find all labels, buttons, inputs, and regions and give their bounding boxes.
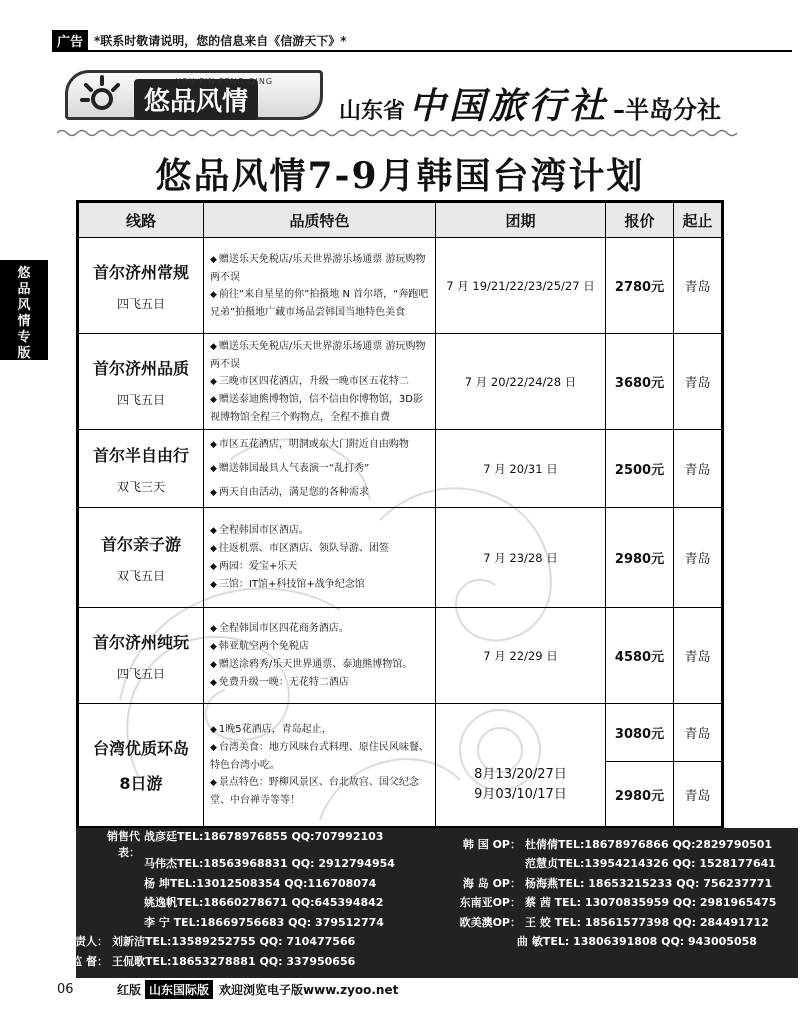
section-tab-char: 悠 xyxy=(17,266,31,281)
features-cell xyxy=(204,508,436,608)
feature-item: ◆ 两天自由活动，满足您的各种需求 xyxy=(210,484,431,502)
contact-row xyxy=(86,829,788,859)
route-cell xyxy=(78,508,204,608)
contact-info: 刘新洁TEL:13589252755 QQ: 710477566 xyxy=(112,935,356,949)
contact-row xyxy=(20,951,788,971)
edition-url: 欢迎浏览电子版www.zyoo.net xyxy=(219,982,399,997)
contacts-panel xyxy=(31,828,798,978)
departure-city: 青岛 xyxy=(674,238,723,334)
ad-note: *联系时敬请说明，您的信息来自《信游天下》* xyxy=(94,33,347,48)
features-cell xyxy=(204,608,436,704)
table-header-row xyxy=(78,202,723,238)
tour-dates: 7 月 19/21/22/23/25/27 日 xyxy=(436,238,606,334)
itinerary-table xyxy=(76,200,724,829)
page-number: 06 xyxy=(57,981,74,997)
agency-brand: 中国旅行社 xyxy=(409,85,610,127)
section-tab-char: 情 xyxy=(17,314,31,329)
contact-info: 杨海燕TEL: 18653215233 QQ: 756237771 xyxy=(525,876,773,890)
contact-info: 蔡 茜 TEL: 13070835959 QQ: 2981965475 xyxy=(525,896,777,910)
tour-dates xyxy=(436,704,606,828)
contact-role: 韩 国 OP： xyxy=(462,837,521,851)
feature-item: ◆ 两园：爱宝+乐天 xyxy=(210,558,431,576)
feature-item: ◆ 1晚5花酒店，青岛起止， xyxy=(210,721,431,739)
page-footer xyxy=(57,978,797,1000)
features-cell xyxy=(204,334,436,430)
ad-tag: 广告 xyxy=(52,30,88,51)
contact-info: 王 姣 TEL: 18561577398 QQ: 284491712 xyxy=(525,915,769,929)
contact-row xyxy=(86,912,788,932)
contact-row xyxy=(86,873,788,893)
price: 2780元 xyxy=(606,238,674,334)
route-cell xyxy=(78,704,204,828)
contact-info: 敏TEL: 13806391808 QQ: 943005058 xyxy=(531,935,757,949)
contact-role: 销售代表： xyxy=(107,829,140,859)
feature-item: ◆ 三馆：IT馆+科技馆+战争纪念馆 xyxy=(210,576,431,594)
tour-dates: 7 月 20/22/24/28 日 xyxy=(436,334,606,430)
contact-info: 范慧贞TEL:13954214326 QQ: 1528177641 xyxy=(525,857,776,871)
route-duration: 8日游 xyxy=(119,774,163,793)
tour-dates: 7 月 20/31 日 xyxy=(436,430,606,508)
contact-role xyxy=(86,875,144,891)
feature-item: ◆ 台湾美食：地方风味台式料理、原住民风味餐、特色台湾小吃。 xyxy=(210,739,431,774)
departure-city: 青岛 xyxy=(674,608,723,704)
route-duration: 四飞五日 xyxy=(116,392,165,407)
tour-dates: 7 月 22/29 日 xyxy=(436,608,606,704)
tour-dates-line: 8月13/20/27日 xyxy=(474,767,567,782)
contact-info: 杜倩倩TEL:18678976866 QQ:2829790501 xyxy=(525,837,773,851)
brand-header xyxy=(57,60,737,128)
table-row xyxy=(78,430,723,508)
departure-city: 青岛 xyxy=(674,762,723,828)
logo-pinyin: YOU PIN FENG QING xyxy=(176,77,274,86)
contact-info: 姚逸帆TEL:18660278671 QQ:645394842 xyxy=(144,896,384,910)
section-tab-char: 品 xyxy=(17,282,31,297)
contact-role: 欧美澳OP： xyxy=(459,915,521,929)
departure-city: 青岛 xyxy=(674,508,723,608)
price: 2980元 xyxy=(606,762,674,828)
contact-role xyxy=(86,914,144,930)
section-tab-char: 专 xyxy=(17,330,31,345)
route-name: 首尔济州纯玩 xyxy=(92,632,189,652)
contact-role xyxy=(437,855,525,871)
table-row xyxy=(78,508,723,608)
route-duration: 四飞五日 xyxy=(116,666,165,681)
route-duration: 双飞三天 xyxy=(116,479,165,494)
route-duration: 四飞五日 xyxy=(116,296,165,311)
contact-info: 马伟杰TEL:18563968831 QQ: 2912794954 xyxy=(144,857,395,871)
contact-row xyxy=(20,932,788,952)
contact-row xyxy=(86,893,788,913)
tour-dates: 7 月 23/28 日 xyxy=(436,508,606,608)
header-features: 品质特色 xyxy=(204,202,436,238)
departure-city: 青岛 xyxy=(674,334,723,430)
contact-info: 李 宁 TEL:18669756683 QQ: 379512774 xyxy=(144,915,384,929)
contact-info: 王侃歌TEL:18653278881 QQ: 337950656 xyxy=(112,954,356,968)
features-cell xyxy=(204,430,436,508)
route-name: 首尔亲子游 xyxy=(100,534,181,554)
contact-role: 东南亚OP： xyxy=(459,896,521,910)
contact-role: 海 岛 OP： xyxy=(462,876,521,890)
feature-item: ◆ 赠送泰迪熊博物馆，信不信由你博物馆，3D影视博物馆全程三个购物点，全程不推自费 xyxy=(210,391,431,426)
contact-role: 曲 xyxy=(516,935,528,949)
route-name: 首尔半自由行 xyxy=(92,445,189,465)
feature-item: ◆ 韩亚航空两个免税店 xyxy=(210,638,431,656)
table-row xyxy=(78,238,723,334)
feature-item: ◆ 赠送乐天免税店/乐天世界游乐场通票 游玩购物两不误 xyxy=(210,251,431,286)
header-route: 线路 xyxy=(78,202,204,238)
page-title: 悠品风情7-9月韩国台湾计划 xyxy=(155,155,645,197)
feature-item: ◆ 免费升级一晚：无花特二酒店 xyxy=(210,674,431,692)
contact-role xyxy=(86,855,144,871)
table-row xyxy=(78,608,723,704)
feature-item: ◆ 往返机票、市区酒店、领队导游、团签 xyxy=(210,540,431,558)
ad-header-bar xyxy=(52,30,792,52)
route-cell xyxy=(78,238,204,334)
price: 3680元 xyxy=(606,334,674,430)
section-tab-char: 版 xyxy=(17,346,31,361)
price: 4580元 xyxy=(606,608,674,704)
sun-icon xyxy=(80,73,124,117)
table-row xyxy=(78,704,723,762)
route-name: 首尔济州品质 xyxy=(92,358,189,378)
price: 3080元 xyxy=(606,704,674,762)
header-departure: 起止 xyxy=(674,202,723,238)
tour-dates-line: 9月03/10/17日 xyxy=(474,787,567,802)
feature-item: ◆ 三晚市区四花酒店，升级一晚市区五花特二 xyxy=(210,373,431,391)
header-price: 报价 xyxy=(606,202,674,238)
edition-badge: 山东国际版 xyxy=(145,980,213,999)
section-tab-char: 风 xyxy=(17,298,31,313)
contact-row xyxy=(86,854,788,874)
route-duration: 双飞五日 xyxy=(116,568,165,583)
feature-item: ◆ 赠送韩国最具人气表演一“乱打秀” xyxy=(210,460,431,478)
feature-item: ◆ 全程韩国市区酒店。 xyxy=(210,522,431,540)
feature-item: ◆ 前往“来自星星的你”拍摄地 N 首尔塔，“奔跑吧兄弟”拍摄地广藏市场品尝韩国当地特色美食 xyxy=(210,286,431,321)
feature-item: ◆ 景点特色：野柳风景区、台北故宫、国父纪念堂、中台禅寺等等！ xyxy=(210,774,431,809)
route-name: 台湾优质环岛 xyxy=(92,739,189,758)
agency-province: 山东省 xyxy=(339,99,406,124)
route-cell xyxy=(78,430,204,508)
route-name: 首尔济州常规 xyxy=(92,262,189,282)
section-tab xyxy=(0,260,48,360)
logo-text: 悠品风情 xyxy=(134,79,258,120)
route-cell xyxy=(78,608,204,704)
contact-role: 东南亚负责人： xyxy=(31,935,108,949)
wavy-divider xyxy=(57,128,737,138)
contact-info: 战彦廷TEL:18678976855 QQ:707992103 xyxy=(144,829,384,843)
features-cell xyxy=(204,238,436,334)
route-cell xyxy=(78,334,204,430)
feature-item: ◆ 市区五花酒店，明洞或东大门附近自由购物 xyxy=(210,436,431,454)
agency-branch: –半岛分社 xyxy=(613,96,722,124)
contact-role: 质 量 监 督： xyxy=(41,954,108,968)
contact-role xyxy=(86,894,144,910)
feature-item: ◆ 赠送涂鸦秀/乐天世界通票、泰迪熊博物馆。 xyxy=(210,656,431,674)
feature-item: ◆ 赠送乐天免税店/乐天世界游乐场通票 游玩购物两不误 xyxy=(210,338,431,373)
table-row xyxy=(78,334,723,430)
features-cell xyxy=(204,704,436,828)
brand-logo xyxy=(65,70,323,120)
contact-info: 杨 坤TEL:13012508354 QQ:116708074 xyxy=(144,876,377,890)
price: 2980元 xyxy=(606,508,674,608)
feature-item: ◆ 全程韩国市区四花商务酒店。 xyxy=(210,620,431,638)
edition-label: 红版 xyxy=(117,982,142,997)
departure-city: 青岛 xyxy=(674,430,723,508)
header-dates: 团期 xyxy=(436,202,606,238)
agency-name xyxy=(339,78,721,129)
price: 2500元 xyxy=(606,430,674,508)
departure-city: 青岛 xyxy=(674,704,723,762)
